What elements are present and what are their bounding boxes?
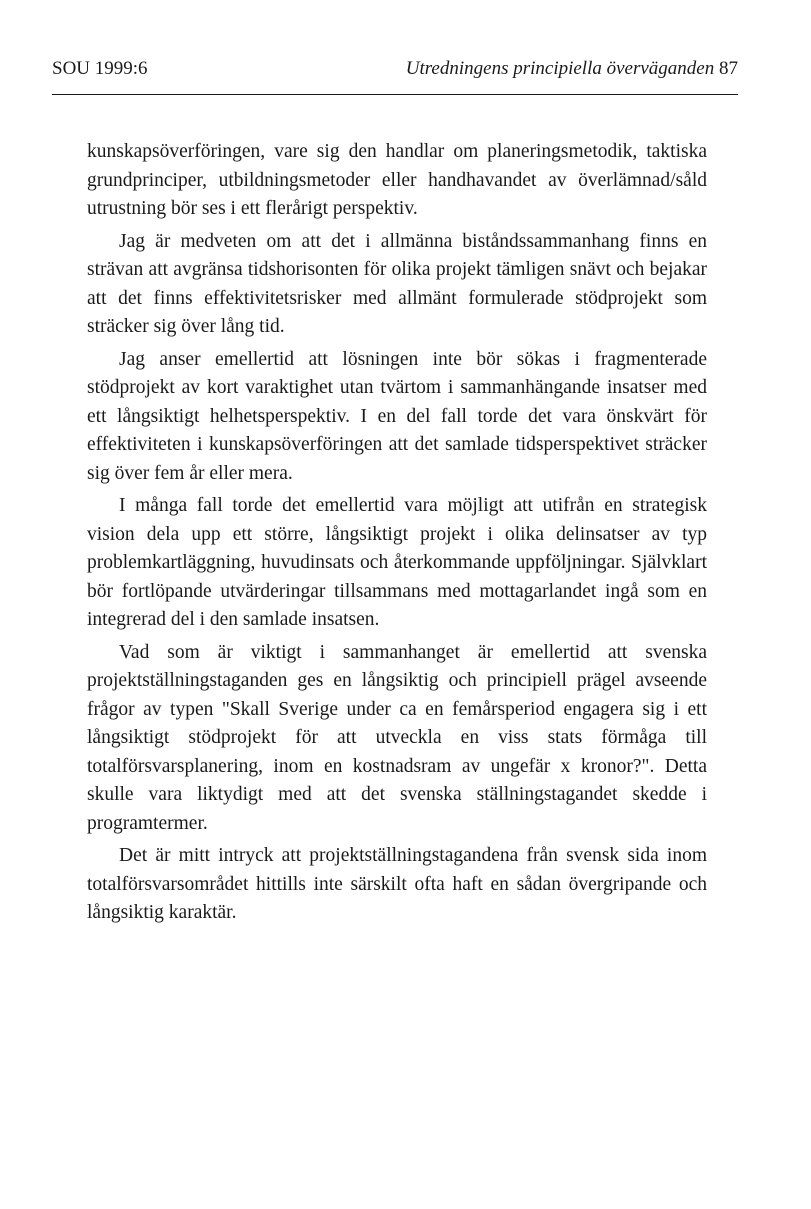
header-rule	[52, 94, 738, 95]
page-number: 87	[719, 58, 738, 79]
paragraph-3: Jag anser emellertid att lösningen inte bör sökas i fragmenterade stödprojekt av kort varaktighet utan tvärtom i sammanhängande insatser med ett långsiktigt helhetsperspektiv. I en del fall torde det vara önskvärt för effektiviteten i kunskapsöverföringen att det samlade tidsperspektivet sträcker sig över fem år eller mera.	[87, 348, 707, 484]
page-header	[52, 56, 738, 90]
body-text	[87, 138, 707, 932]
paragraph-6: Det är mitt intryck att projektställningstagandena från svensk sida inom totalförsvarsområdet hittills inte särskilt ofta haft en sådan övergripande och långsiktig karaktär.	[87, 845, 707, 923]
report-number: SOU 1999:6	[52, 58, 148, 79]
paragraph-1: kunskapsöverföringen, vare sig den handlar om planeringsmetodik, taktiska grundprinciper, utbildningsmetoder eller handhavandet av överlämnad/såld utrustning bör ses i ett flerårigt perspektiv.	[87, 141, 707, 219]
paragraph-2: Jag är medveten om att det i allmänna biståndssammanhang finns en strävan att avgränsa tidshorisonten för olika projekt tämligen snävt och bejakar att det finns effektivitetsrisker med allmänt formulerade stödprojekt som sträcker sig över lång tid.	[87, 230, 707, 337]
paragraph-5: Vad som är viktigt i sammanhanget är emellertid att svenska projektställningstaganden ges en långsiktig och principiell prägel avseende frågor av typen "Skall Sverige under ca en femårsperiod engagera sig i ett långsiktigt stödprojekt för att utveckla en viss stats förmåga till totalförsvarsplanering, inom en kostnadsram av ungefär x kronor?". Detta skulle vara liktydigt med att det svenska ställningstagandet skedde i programtermer.	[87, 641, 707, 834]
running-head	[406, 56, 738, 82]
chapter-title: Utredningens principiella överväganden	[405, 58, 715, 79]
paragraph-4: I många fall torde det emellertid vara möjligt att utifrån en strategisk vision dela upp ett större, långsiktigt projekt i olika delinsatser av typ problemkartläggning, huvudinsats och återkommande uppföljningar. Självklart bör fortlöpande utvärderingar tillsammans med mottagarlandet ingå som en integrerad del i den samlade insatsen.	[87, 495, 707, 630]
